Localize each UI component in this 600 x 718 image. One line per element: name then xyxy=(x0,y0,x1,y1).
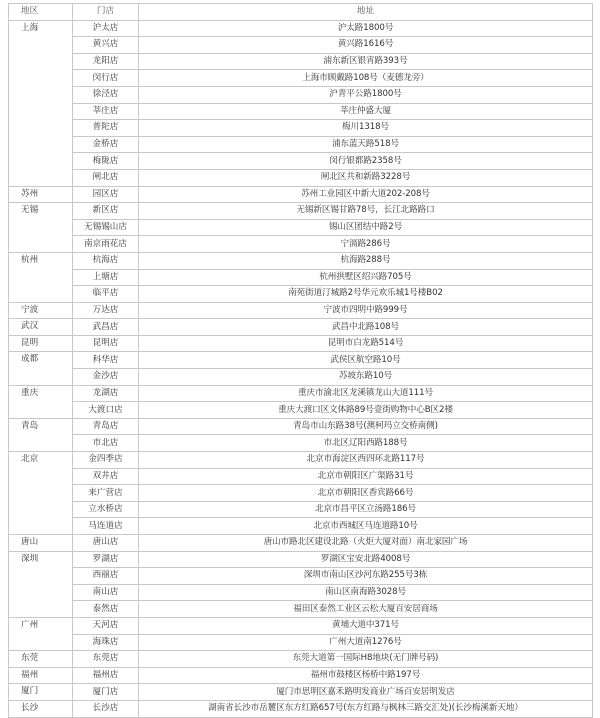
store-directory-table xyxy=(8,3,593,718)
store-name-cell: 金沙店 xyxy=(73,369,139,386)
table-row xyxy=(9,352,593,369)
column-header-region: 地区 xyxy=(9,4,73,21)
store-address-cell: 苏州工业园区中新大道202-208号 xyxy=(139,186,593,203)
table-row xyxy=(9,385,593,402)
region-cell: 武汉 xyxy=(9,319,73,336)
table-row xyxy=(9,286,593,303)
table-row xyxy=(9,369,593,386)
store-name-cell: 万达店 xyxy=(73,302,139,319)
table-row xyxy=(9,136,593,153)
store-address-cell: 黄兴路1616号 xyxy=(139,37,593,54)
store-name-cell: 海珠店 xyxy=(73,634,139,651)
store-address-cell: 莘庄仲盛大厦 xyxy=(139,103,593,120)
table-row xyxy=(9,535,593,552)
table-row xyxy=(9,452,593,469)
store-name-cell: 泰然店 xyxy=(73,601,139,618)
store-name-cell: 龙阳店 xyxy=(73,53,139,70)
store-name-cell: 东莞店 xyxy=(73,651,139,668)
store-name-cell: 黄兴店 xyxy=(73,37,139,54)
region-cell: 深圳 xyxy=(9,551,73,617)
store-name-cell: 沪太店 xyxy=(73,20,139,37)
store-name-cell: 普陀店 xyxy=(73,120,139,137)
store-address-cell: 北京市朝阳区广渠路31号 xyxy=(139,468,593,485)
region-cell: 重庆 xyxy=(9,385,73,418)
store-address-cell: 浦东蓝天路518号 xyxy=(139,136,593,153)
region-cell: 无锡 xyxy=(9,203,73,253)
store-name-cell: 杭海店 xyxy=(73,252,139,269)
table-row xyxy=(9,319,593,336)
store-address-cell: 青岛市山东路38号(澳柯玛立交桥南侧) xyxy=(139,418,593,435)
store-name-cell: 马连道店 xyxy=(73,518,139,535)
store-name-cell: 唐山店 xyxy=(73,535,139,552)
store-address-cell: 重庆大渡口区文体路89号壹街购物中心B区2楼 xyxy=(139,402,593,419)
store-name-cell: 立水桥店 xyxy=(73,501,139,518)
store-address-cell: 黄埔大道中371号 xyxy=(139,617,593,634)
store-name-cell: 来广营店 xyxy=(73,485,139,502)
table-row xyxy=(9,468,593,485)
store-address-cell: 南苑街道汀城路2号华元欢乐城1号楼B02 xyxy=(139,286,593,303)
table-row xyxy=(9,252,593,269)
table-row xyxy=(9,584,593,601)
table-row xyxy=(9,302,593,319)
store-name-cell: 闵行店 xyxy=(73,70,139,87)
store-address-cell: 北京市西城区马连道路10号 xyxy=(139,518,593,535)
table-row xyxy=(9,219,593,236)
table-row xyxy=(9,501,593,518)
store-name-cell: 金四季店 xyxy=(73,452,139,469)
region-cell: 福州 xyxy=(9,667,73,684)
store-name-cell: 青岛店 xyxy=(73,418,139,435)
region-cell: 北京 xyxy=(9,452,73,535)
store-name-cell: 园区店 xyxy=(73,186,139,203)
table-row xyxy=(9,551,593,568)
store-name-cell: 天河店 xyxy=(73,617,139,634)
store-address-cell: 杭海路288号 xyxy=(139,252,593,269)
table-row xyxy=(9,651,593,668)
store-name-cell: 市北店 xyxy=(73,435,139,452)
store-address-cell: 北京市昌平区立汤路186号 xyxy=(139,501,593,518)
table-row xyxy=(9,402,593,419)
table-row xyxy=(9,601,593,618)
table-row xyxy=(9,37,593,54)
table-row xyxy=(9,169,593,186)
store-name-cell: 长沙店 xyxy=(73,700,139,717)
store-address-cell: 浦东新区银宵路393号 xyxy=(139,53,593,70)
store-name-cell: 西丽店 xyxy=(73,568,139,585)
store-address-cell: 宁滆路286号 xyxy=(139,236,593,253)
column-header-address: 地址 xyxy=(139,4,593,21)
store-name-cell: 徐泾店 xyxy=(73,86,139,103)
region-cell: 上海 xyxy=(9,20,73,186)
store-address-cell: 市北区辽阳西路188号 xyxy=(139,435,593,452)
store-address-cell: 锡山区团结中路2号 xyxy=(139,219,593,236)
region-cell: 昆明 xyxy=(9,335,73,352)
store-address-cell: 苏坡东路10号 xyxy=(139,369,593,386)
table-row xyxy=(9,236,593,253)
store-address-cell: 重庆市渝北区龙溪镇龙山大道111号 xyxy=(139,385,593,402)
column-header-store: 门店 xyxy=(73,4,139,21)
table-row xyxy=(9,203,593,220)
store-name-cell: 梅陇店 xyxy=(73,153,139,170)
region-cell: 杭州 xyxy=(9,252,73,302)
store-name-cell: 南京雨花店 xyxy=(73,236,139,253)
store-name-cell: 临平店 xyxy=(73,286,139,303)
store-name-cell: 罗湖店 xyxy=(73,551,139,568)
table-row xyxy=(9,153,593,170)
table-body xyxy=(9,20,593,717)
store-name-cell: 闸北店 xyxy=(73,169,139,186)
store-address-cell: 福田区泰然工业区云松大厦百安居商场 xyxy=(139,601,593,618)
region-cell: 青岛 xyxy=(9,418,73,451)
store-address-cell: 北京市海淀区西四环北路117号 xyxy=(139,452,593,469)
table-row xyxy=(9,103,593,120)
table-row xyxy=(9,634,593,651)
store-name-cell: 新区店 xyxy=(73,203,139,220)
store-name-cell: 南山店 xyxy=(73,584,139,601)
table-row xyxy=(9,53,593,70)
store-name-cell: 莘庄店 xyxy=(73,103,139,120)
region-cell: 广州 xyxy=(9,617,73,650)
region-cell: 长沙 xyxy=(9,700,73,717)
table-row xyxy=(9,667,593,684)
region-cell: 唐山 xyxy=(9,535,73,552)
store-name-cell: 大渡口店 xyxy=(73,402,139,419)
region-cell: 成都 xyxy=(9,352,73,385)
region-cell: 厦门 xyxy=(9,684,73,701)
table-row xyxy=(9,518,593,535)
store-address-cell: 深圳市南山区沙河东路255号3栋 xyxy=(139,568,593,585)
store-address-cell: 闸北区共和新路3228号 xyxy=(139,169,593,186)
table-row xyxy=(9,186,593,203)
table-row xyxy=(9,269,593,286)
store-address-cell: 上海市顾戴路108号（麦德龙旁） xyxy=(139,70,593,87)
store-name-cell: 科华店 xyxy=(73,352,139,369)
table-row xyxy=(9,20,593,37)
store-name-cell: 上塘店 xyxy=(73,269,139,286)
store-name-cell: 厦门店 xyxy=(73,684,139,701)
region-cell: 苏州 xyxy=(9,186,73,203)
store-address-cell: 沪青平公路1800号 xyxy=(139,86,593,103)
table-row xyxy=(9,700,593,717)
store-address-cell: 沪太路1800号 xyxy=(139,20,593,37)
store-address-cell: 唐山市路北区建设北路（火炬大厦对面）南北家园广场 xyxy=(139,535,593,552)
store-address-cell: 闵行银都路2358号 xyxy=(139,153,593,170)
table-row xyxy=(9,485,593,502)
store-address-cell: 东莞大道第一国际H8地块(无门牌号码) xyxy=(139,651,593,668)
store-name-cell: 昆明店 xyxy=(73,335,139,352)
store-address-cell: 罗湖区宝安北路4008号 xyxy=(139,551,593,568)
store-address-cell: 梅川1318号 xyxy=(139,120,593,137)
table-row xyxy=(9,70,593,87)
table-row xyxy=(9,568,593,585)
table-row xyxy=(9,684,593,701)
table-row xyxy=(9,86,593,103)
table-row xyxy=(9,120,593,137)
store-address-cell: 广州大道南1276号 xyxy=(139,634,593,651)
store-address-cell: 厦门市思明区嘉禾路明发商业广场百安居明发店 xyxy=(139,684,593,701)
table-row xyxy=(9,617,593,634)
table-row xyxy=(9,418,593,435)
store-address-cell: 武昌中北路108号 xyxy=(139,319,593,336)
store-address-cell: 福州市鼓楼区杨桥中路197号 xyxy=(139,667,593,684)
region-cell: 东莞 xyxy=(9,651,73,668)
table-row xyxy=(9,435,593,452)
store-address-cell: 湖南省长沙市岳麓区东方红路657号(东方红路与枫林三路交汇处)(长沙梅溪新天地） xyxy=(139,700,593,717)
store-address-cell: 武侯区航空路10号 xyxy=(139,352,593,369)
store-address-cell: 昆明市白龙路514号 xyxy=(139,335,593,352)
store-address-cell: 北京市朝阳区香宾路66号 xyxy=(139,485,593,502)
region-cell: 宁波 xyxy=(9,302,73,319)
store-name-cell: 福州店 xyxy=(73,667,139,684)
store-address-cell: 无锡新区锡甘路78号，长江北路路口 xyxy=(139,203,593,220)
store-address-cell: 南山区南海路3028号 xyxy=(139,584,593,601)
store-address-cell: 杭州拱墅区绍兴路705号 xyxy=(139,269,593,286)
table-header-row xyxy=(9,4,593,21)
store-address-cell: 宁波市四明中路999号 xyxy=(139,302,593,319)
store-name-cell: 武昌店 xyxy=(73,319,139,336)
store-name-cell: 无锡锡山店 xyxy=(73,219,139,236)
table-row xyxy=(9,335,593,352)
store-name-cell: 双井店 xyxy=(73,468,139,485)
store-name-cell: 龙湖店 xyxy=(73,385,139,402)
store-name-cell: 金桥店 xyxy=(73,136,139,153)
